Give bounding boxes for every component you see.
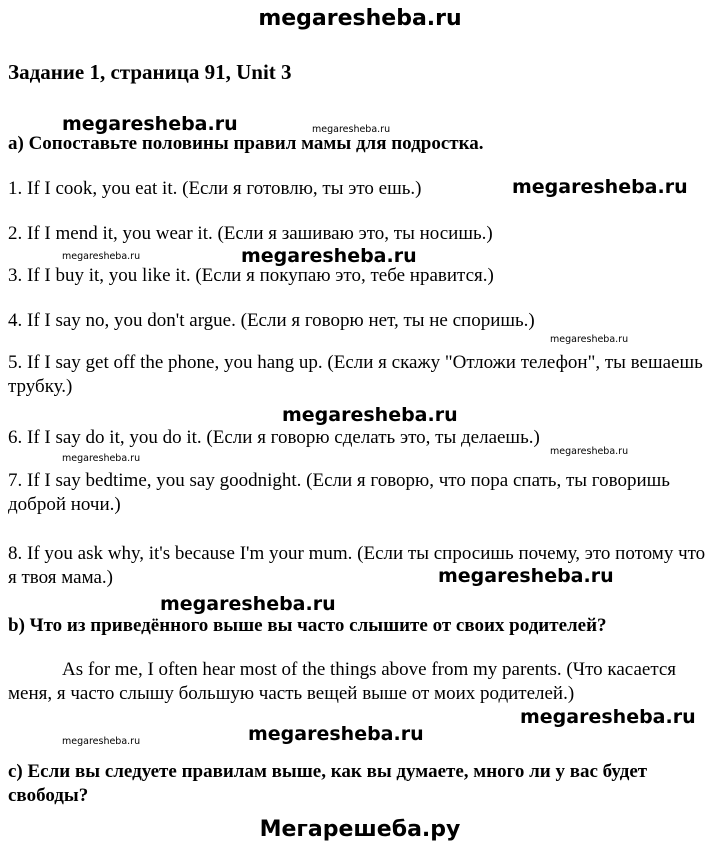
watermark: megaresheba.ru [62, 736, 141, 747]
watermark: megaresheba.ru [160, 593, 336, 615]
watermark: megaresheba.ru [62, 251, 141, 262]
answer-b: As for me, I often hear most of the things above from my parents. (Что касается меня, я часто слышу большую часть вещей выше от моих родителей.) [8, 659, 677, 704]
watermark: megaresheba.ru [248, 723, 424, 745]
watermark: megaresheba.ru [550, 334, 629, 345]
watermark: megaresheba.ru [550, 446, 629, 457]
answer-item-6: 6. If I say do it, you do it. (Если я говорю сделать это, ты делаешь.) [8, 427, 540, 448]
answer-item-5: 5. If I say get off the phone, you hang up. (Если я скажу "Отложи телефон", ты вешаешь трубку.) [8, 352, 703, 397]
answer-item-1: 1. If I cook, you eat it. (Если я готовлю, ты это ешь.) [8, 178, 422, 199]
question-a: a) Сопоставьте половины правил мамы для подростка. [8, 133, 484, 154]
answer-item-3: 3. If I buy it, you like it. (Если я покупаю это, тебе нравится.) [8, 265, 494, 286]
answer-item-4: 4. If I say no, you don't argue. (Если я говорю нет, ты не споришь.) [8, 310, 535, 331]
watermark: megaresheba.ru [241, 245, 417, 267]
answer-item-2: 2. If I mend it, you wear it. (Если я зашиваю это, ты носишь.) [8, 223, 493, 244]
question-b: b) Что из приведённого выше вы часто слышите от своих родителей? [8, 615, 607, 636]
answer-item-7: 7. If I say bedtime, you say goodnight. (Если я говорю, что пора спать, ты говоришь доброй ночи.) [8, 470, 670, 515]
watermark: megaresheba.ru [282, 404, 458, 426]
watermark: megaresheba.ru [62, 453, 141, 464]
page-title: Задание 1, страница 91, Unit 3 [8, 60, 292, 84]
site-header: megaresheba.ru [258, 6, 462, 31]
answer-item-8: 8. If you ask why, it's because I'm your mum. (Если ты спросишь почему, это потому что я твоя мама.) [8, 543, 706, 588]
watermark: megaresheba.ru [512, 176, 688, 198]
watermark: megaresheba.ru [312, 124, 391, 135]
watermark: megaresheba.ru [438, 565, 614, 587]
question-c: c) Если вы следуете правилам выше, как вы думаете, много ли у вас будет свободы? [8, 761, 648, 806]
watermark: megaresheba.ru [62, 113, 238, 135]
site-footer: Мегарешеба.ру [259, 817, 461, 842]
watermark: megaresheba.ru [520, 706, 696, 728]
